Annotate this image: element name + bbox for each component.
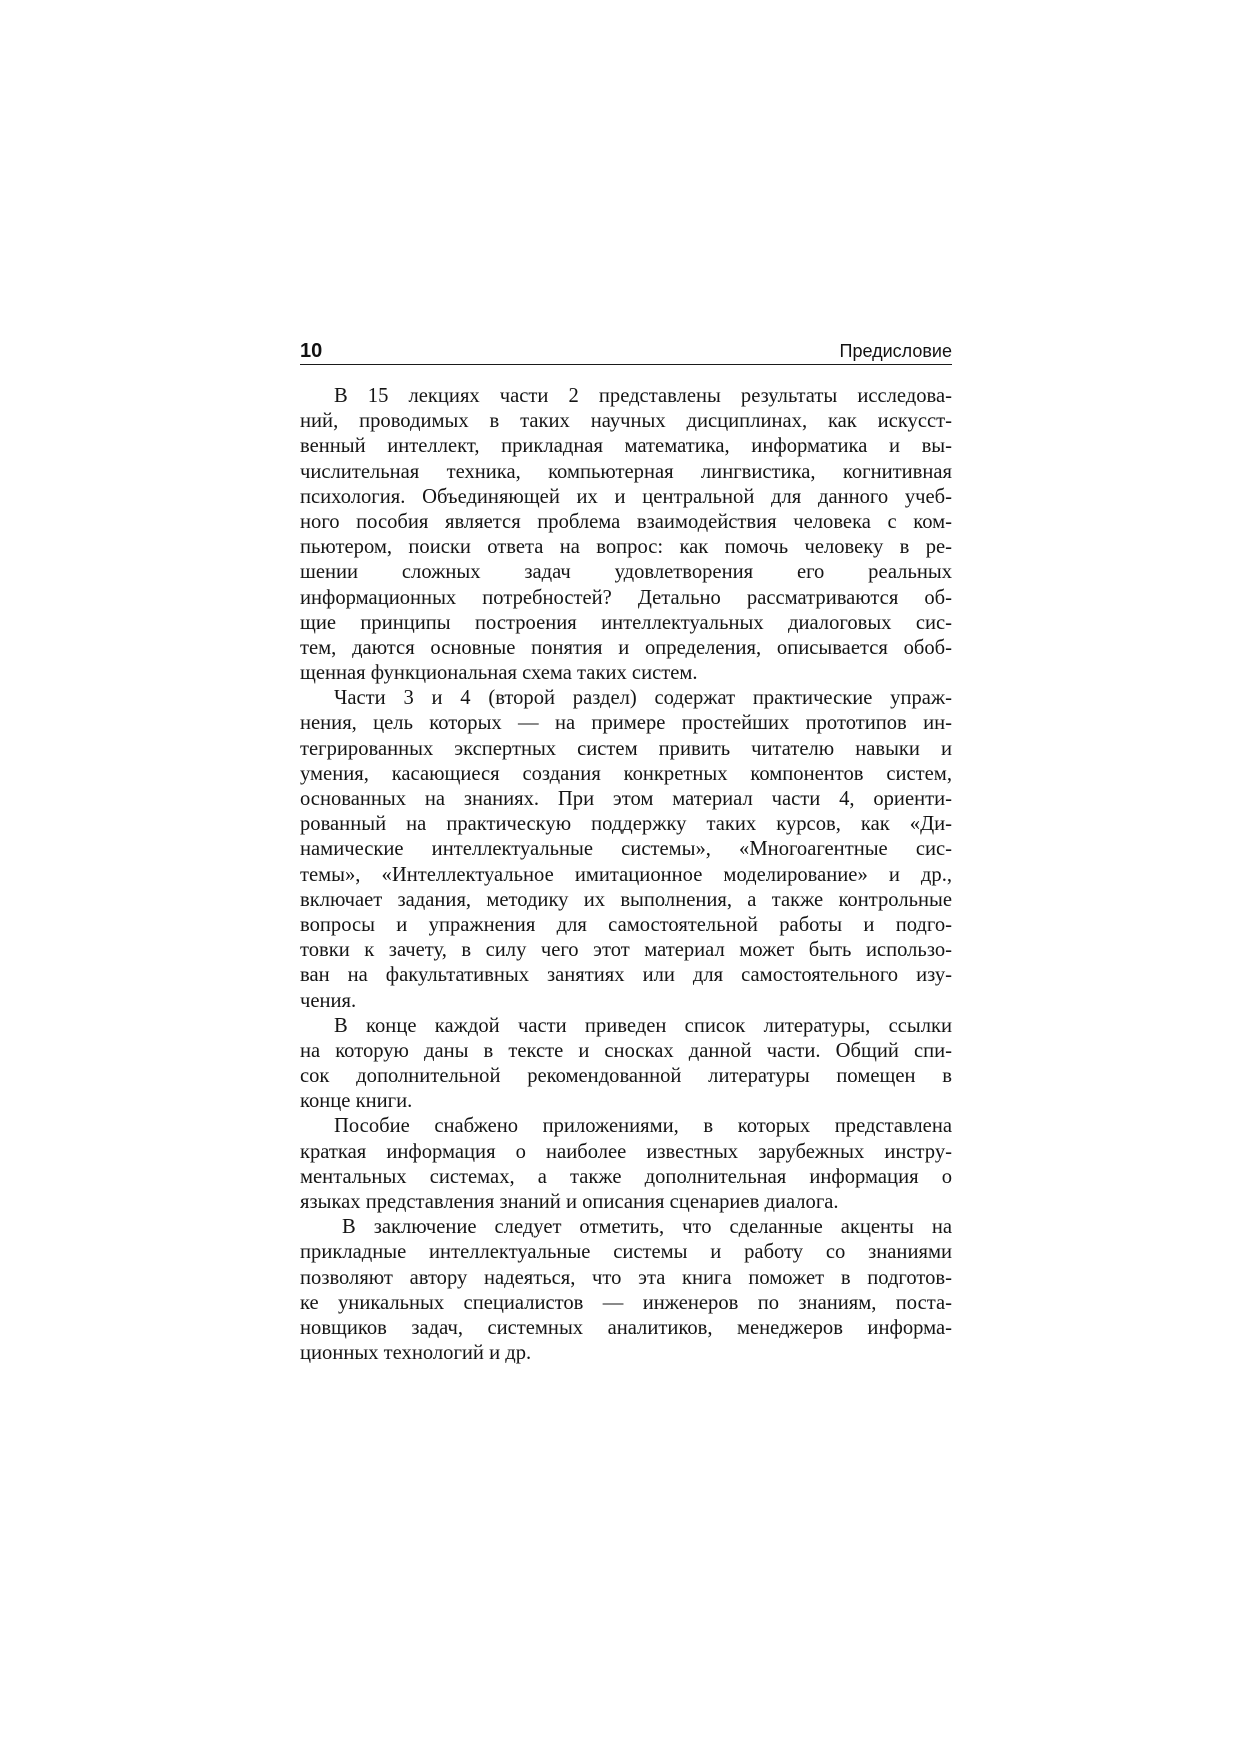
text-line: тем, даются основные понятия и определения, описывается обоб- [300,636,952,659]
text-line: сок дополнительной рекомендованной литературы помещен в [300,1065,952,1088]
page-number: 10 [300,340,323,362]
paragraph-4 [300,1114,952,1215]
text-line: В конце каждой части приведен список литературы, ссылки [334,1014,952,1037]
text-line: языках представления знаний и описания сценариев диалога. [300,1191,839,1213]
text-line: включает задания, методику их выполнения, а также контрольные [300,888,952,911]
text-line: ного пособия является проблема взаимодействия человека с ком- [300,510,952,533]
text-line: новщиков задач, системных аналитиков, менеджеров информа- [300,1316,952,1339]
text-line: вопросы и упражнения для самостоятельной работы и подго- [300,913,952,936]
text-line: краткая информация о наиболее известных зарубежных инстру- [300,1140,952,1163]
body-text [300,384,952,1366]
text-line: числительная техника, компьютерная лингвистика, когнитивная [300,460,952,483]
text-line: Части 3 и 4 (второй раздел) содержат практические упраж- [334,687,952,710]
text-line: нения, цель которых — на примере простейших прототипов ин- [300,712,952,735]
text-line: щие принципы построения интеллектуальных диалоговых сис- [300,611,952,634]
text-line: темы», «Интеллектуальное имитационное моделирование» и др., [300,863,952,886]
paragraph-3 [300,1014,952,1115]
text-line: шении сложных задач удовлетворения его реальных [300,561,952,584]
text-line: умения, касающиеся создания конкретных компонентов систем, [300,762,952,785]
text-line: ционных технологий и др. [300,1342,532,1365]
text-line: информационных потребностей? Детально рассматриваются об- [300,586,952,609]
text-line: психология. Объединяющей их и центральной для данного учеб- [300,485,952,508]
paragraph-5 [300,1215,952,1366]
text-line: позволяют автору надеяться, что эта книга поможет в подготов- [300,1266,952,1289]
text-line: конце книги. [300,1090,413,1113]
text-line: рованный на практическую поддержку таких курсов, как «Ди- [300,813,952,836]
text-line: В заключение следует отметить, что сделанные акценты на [342,1216,952,1239]
text-line: намические интеллектуальные системы», «Многоагентные сис- [300,838,952,861]
paragraph-1 [300,384,952,686]
text-line: ван на факультативных занятиях или для самостоятельного изу- [300,964,952,987]
text-line: основанных на знаниях. При этом материал части 4, ориенти- [300,788,952,810]
text-line: щенная функциональная схема таких систем. [300,662,698,685]
text-line: на которую даны в тексте и сносках данной части. Общий спи- [300,1039,952,1062]
text-line: Пособие снабжено приложениями, в которых представлена [334,1115,952,1138]
text-line: ний, проводимых в таких научных дисциплинах, как искусст- [300,410,952,433]
text-line: пьютером, поиски ответа на вопрос: как помочь человеку в ре- [300,536,952,559]
text-line: чения. [300,989,357,1012]
text-line: В 15 лекциях части 2 представлены результаты исследова- [334,385,952,407]
text-line: венный интеллект, прикладная математика, информатика и вы- [300,435,952,458]
text-line: прикладные интеллектуальные системы и работу со знаниями [300,1241,952,1264]
text-line: товки к зачету, в силу чего этот материал может быть использо- [300,939,952,962]
text-line: ке уникальных специалистов — инженеров по знаниям, поста- [300,1291,952,1314]
paragraph-2 [300,686,952,1013]
running-header [300,334,952,365]
section-title: Предисловие [839,341,952,361]
text-line: ментальных системах, а также дополнительная информация о [300,1165,952,1188]
text-line: тегрированных экспертных систем привить читателю навыки и [300,737,952,760]
